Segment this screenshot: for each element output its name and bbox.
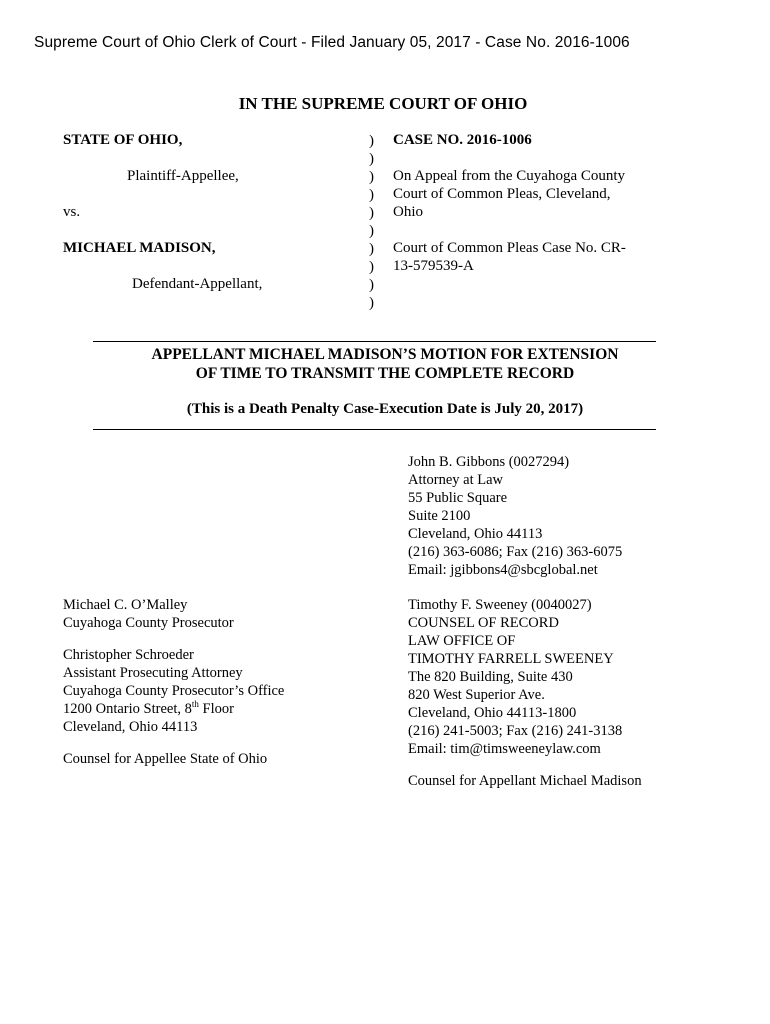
court-title: [0, 94, 770, 114]
appeal-line-3: Ohio: [393, 204, 423, 220]
sweeney-firm-2: TIMOTHY FARRELL SWEENEY: [408, 651, 614, 667]
lower-case-line-2: 13-579539-A: [393, 258, 474, 274]
caption-paren-column: [369, 132, 374, 312]
prosecutor-city: Cleveland, Ohio 44113: [63, 719, 198, 735]
sweeney-address-2: 820 West Superior Ave.: [408, 687, 545, 703]
sweeney-phone: (216) 241-5003; Fax (216) 241-3138: [408, 723, 623, 739]
caption-paren: ): [369, 277, 374, 293]
sweeney-counsel-for: Counsel for Appellant Michael Madison: [408, 773, 642, 789]
motion-title-line-2: OF TIME TO TRANSMIT THE COMPLETE RECORD: [195, 365, 575, 382]
versus-label: vs.: [63, 204, 81, 220]
gibbons-email: Email: jgibbons4@sbcglobal.net: [408, 562, 598, 578]
title-top-rule: [93, 341, 656, 342]
gibbons-title: Attorney at Law: [408, 472, 504, 488]
prosecutor-title: Cuyahoga County Prosecutor: [63, 615, 234, 631]
assistant-title: Assistant Prosecuting Attorney: [63, 665, 243, 681]
sweeney-city: Cleveland, Ohio 44113-1800: [408, 705, 577, 721]
plaintiff-name: STATE OF OHIO,: [63, 132, 183, 148]
appeal-line-2: Court of Common Pleas, Cleveland,: [393, 186, 611, 202]
gibbons-phone: (216) 363-6086; Fax (216) 363-6075: [408, 544, 623, 560]
street-ordinal: th: [191, 699, 199, 709]
sweeney-address-1: The 820 Building, Suite 430: [408, 669, 573, 685]
assistant-name: Christopher Schroeder: [63, 647, 194, 663]
plaintiff-role: Plaintiff-Appellee,: [127, 168, 239, 184]
case-number: CASE NO. 2016-1006: [393, 132, 532, 148]
caption-paren: ): [369, 259, 374, 275]
caption-paren: ): [369, 295, 374, 311]
death-penalty-note: (This is a Death Penalty Case-Execution Date is July 20, 2017): [186, 401, 584, 417]
prosecutor-office: Cuyahoga County Prosecutor’s Office: [63, 683, 285, 699]
sweeney-role: COUNSEL OF RECORD: [408, 615, 559, 631]
court-title-text: IN THE SUPREME COURT OF OHIO: [238, 94, 528, 113]
title-bottom-rule: [93, 429, 656, 430]
gibbons-name: John B. Gibbons (0027294): [408, 454, 570, 470]
caption-paren: ): [369, 133, 374, 149]
caption-paren: ): [369, 205, 374, 221]
gibbons-city: Cleveland, Ohio 44113: [408, 526, 543, 542]
prosecutor-street: [63, 700, 284, 718]
street-suffix: Floor: [198, 701, 234, 717]
appeal-line-1: On Appeal from the Cuyahoga County: [393, 168, 626, 184]
sweeney-name: Timothy F. Sweeney (0040027): [408, 597, 592, 613]
prosecutor-name: Michael C. O’Malley: [63, 597, 188, 613]
lower-case-line-1: Court of Common Pleas Case No. CR-: [393, 240, 626, 256]
gibbons-address-2: Suite 2100: [408, 508, 471, 524]
spacer: [63, 736, 284, 750]
street-prefix: 1200 Ontario Street, 8: [63, 701, 192, 717]
prosecution-counsel-for: Counsel for Appellee State of Ohio: [63, 751, 268, 767]
gibbons-address-1: 55 Public Square: [408, 490, 508, 506]
motion-title-line-1: APPELLANT MICHAEL MADISON’S MOTION FOR EXTENSION: [151, 346, 619, 363]
defendant-role: Defendant-Appellant,: [132, 276, 263, 292]
filing-stamp: Supreme Court of Ohio Clerk of Court - Filed January 05, 2017 - Case No. 2016-1006: [34, 34, 630, 51]
counsel-gibbons-block: [408, 453, 622, 579]
defendant-name: MICHAEL MADISON,: [63, 240, 216, 256]
spacer: [63, 632, 284, 646]
prosecution-block: [63, 596, 284, 768]
sweeney-firm-1: LAW OFFICE OF: [408, 633, 516, 649]
caption-paren: ): [369, 187, 374, 203]
caption-paren: ): [369, 151, 374, 167]
caption-paren: ): [369, 223, 374, 239]
sweeney-email: Email: tim@timsweeneylaw.com: [408, 741, 601, 757]
caption-paren: ): [369, 241, 374, 257]
spacer: [408, 758, 642, 772]
counsel-sweeney-block: [408, 596, 642, 790]
caption-paren: ): [369, 169, 374, 185]
